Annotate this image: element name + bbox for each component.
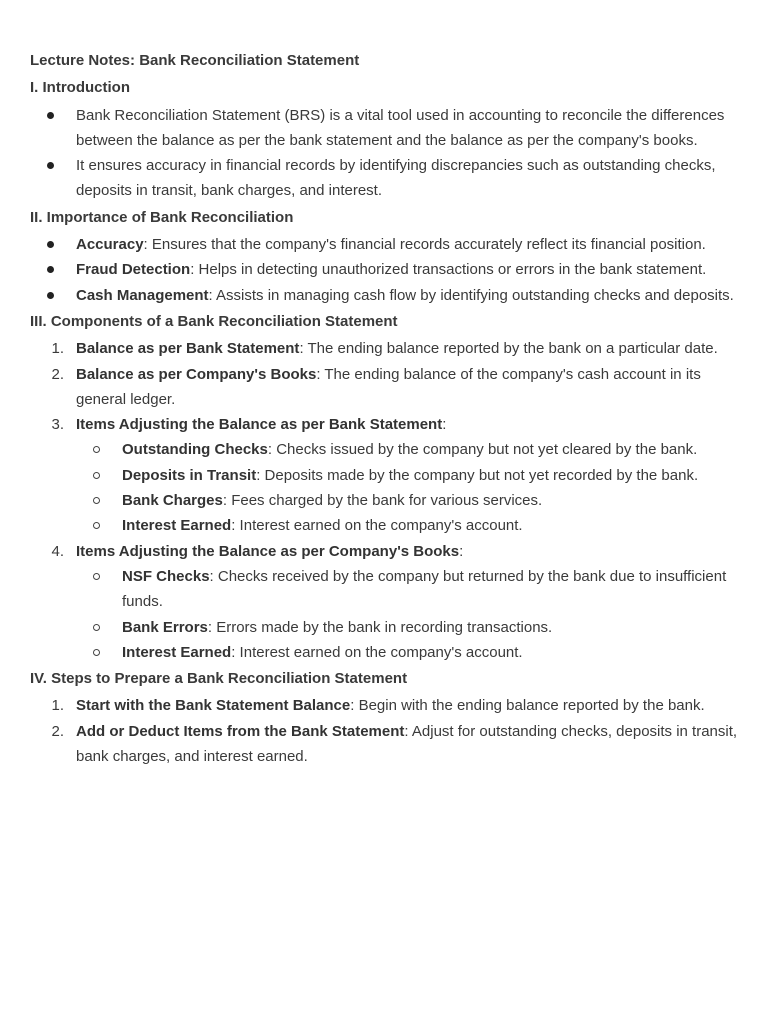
list-item-text: : Adjust for outstanding checks, deposits in transit, bank charges, and interest earned. [76, 722, 738, 766]
list-item [30, 103, 740, 154]
list-item-text: : Begin with the ending balance reported by the bank. [350, 697, 705, 715]
sub-list [76, 437, 740, 538]
sub-item-term: NSF Checks [122, 567, 210, 585]
list-item [30, 362, 740, 413]
list-item-text: : The ending balance reported by the bank on a particular date. [299, 340, 718, 358]
sub-item-term: Outstanding Checks [122, 441, 268, 459]
list-item-term: Fraud Detection [76, 261, 191, 279]
section-heading-importance: II. Importance of Bank Reconciliation [30, 208, 294, 226]
document [30, 47, 740, 769]
list-item-text: : Assists in managing cash flow by identifying outstanding checks and deposits. [208, 286, 734, 304]
circle-bullet-icon [93, 573, 100, 580]
sub-item-text: : Interest earned on the company's account. [231, 643, 523, 661]
list-item [30, 153, 740, 204]
sub-item-text: : Deposits made by the company but not yet recorded by the bank. [256, 466, 699, 484]
sub-list-item [76, 564, 740, 615]
list-item-text: : [459, 542, 464, 560]
list-item-term: Balance as per Company's Books [76, 365, 317, 383]
list-item-term: Items Adjusting the Balance as per Bank Statement [76, 416, 443, 434]
section-heading-components: III. Components of a Bank Reconciliation Statement [30, 312, 398, 330]
sub-item-term: Bank Errors [122, 618, 208, 636]
sub-item-text: : Errors made by the bank in recording transactions. [207, 618, 553, 636]
sub-list [76, 564, 740, 665]
list-item-number: 1. [51, 340, 64, 358]
sub-item-term: Bank Charges [122, 492, 223, 510]
steps-list [30, 693, 740, 769]
sub-item-term: Interest Earned [122, 643, 232, 661]
section-heading-steps: IV. Steps to Prepare a Bank Reconciliation Statement [30, 670, 408, 688]
list-item-number: 2. [51, 722, 64, 740]
bullet-icon [47, 292, 54, 299]
circle-bullet-icon [93, 497, 100, 504]
bullet-icon [47, 112, 54, 119]
list-item [30, 232, 740, 257]
list-item [30, 257, 740, 282]
list-item-number: 1. [51, 697, 64, 715]
list-item-text: It ensures accuracy in financial records by identifying discrepancies such as outstanding checks, deposits in transit, bank charges, and interest. [76, 157, 716, 200]
circle-bullet-icon [93, 624, 100, 631]
sub-list-item [76, 488, 740, 513]
list-item-text: : The ending balance of the company's cash account in its general ledger. [76, 365, 701, 408]
circle-bullet-icon [93, 522, 100, 529]
list-item-text: : Ensures that the company's financial records accurately reflect its financial position. [143, 236, 706, 254]
list-item-term: Add or Deduct Items from the Bank Statement [76, 722, 405, 740]
sub-item-text: : Fees charged by the bank for various services. [222, 492, 543, 510]
list-item-term: Cash Management [76, 286, 209, 304]
sub-list-item [76, 513, 740, 538]
importance-list [30, 232, 740, 308]
sub-list-item [76, 463, 740, 488]
circle-bullet-icon [93, 472, 100, 479]
list-item-number: 2. [51, 365, 64, 383]
circle-bullet-icon [93, 649, 100, 656]
sub-item-term: Deposits in Transit [122, 466, 257, 484]
document-title: Lecture Notes: Bank Reconciliation Statement [30, 52, 360, 69]
sub-list-item [76, 640, 740, 665]
list-item [30, 412, 740, 538]
list-item [30, 283, 740, 308]
sub-item-text: : Checks issued by the company but not yet cleared by the bank. [267, 441, 698, 459]
sub-item-text: : Checks received by the company but returned by the bank due to insufficient funds. [122, 567, 727, 611]
list-item [30, 719, 740, 770]
list-item-text: Bank Reconciliation Statement (BRS) is a vital tool used in accounting to reconcile the differences between the balance as per the bank statement and the balance as per the company's books. [76, 106, 725, 149]
bullet-icon [47, 266, 54, 273]
sub-list-item [76, 615, 740, 640]
sub-list-item [76, 437, 740, 462]
bullet-icon [47, 162, 54, 169]
sub-item-term: Interest Earned [122, 517, 232, 535]
list-item [30, 336, 740, 361]
sub-item-text: : Interest earned on the company's account. [231, 517, 523, 535]
list-item-term: Start with the Bank Statement Balance [76, 697, 351, 715]
bullet-icon [47, 241, 54, 248]
list-item-term: Balance as per Bank Statement [76, 340, 300, 358]
list-item-text: : Helps in detecting unauthorized transactions or errors in the bank statement. [190, 261, 707, 279]
list-item-number: 3. [51, 416, 64, 434]
list-item-term: Items Adjusting the Balance as per Company's Books [76, 542, 460, 560]
list-item-text: : [442, 416, 447, 434]
introduction-list [30, 103, 740, 204]
circle-bullet-icon [93, 446, 100, 453]
list-item [30, 539, 740, 665]
components-list [30, 336, 740, 665]
list-item [30, 693, 740, 718]
list-item-term: Accuracy [76, 236, 144, 254]
section-heading-introduction: I. Introduction [30, 79, 130, 97]
list-item-number: 4. [51, 542, 64, 560]
